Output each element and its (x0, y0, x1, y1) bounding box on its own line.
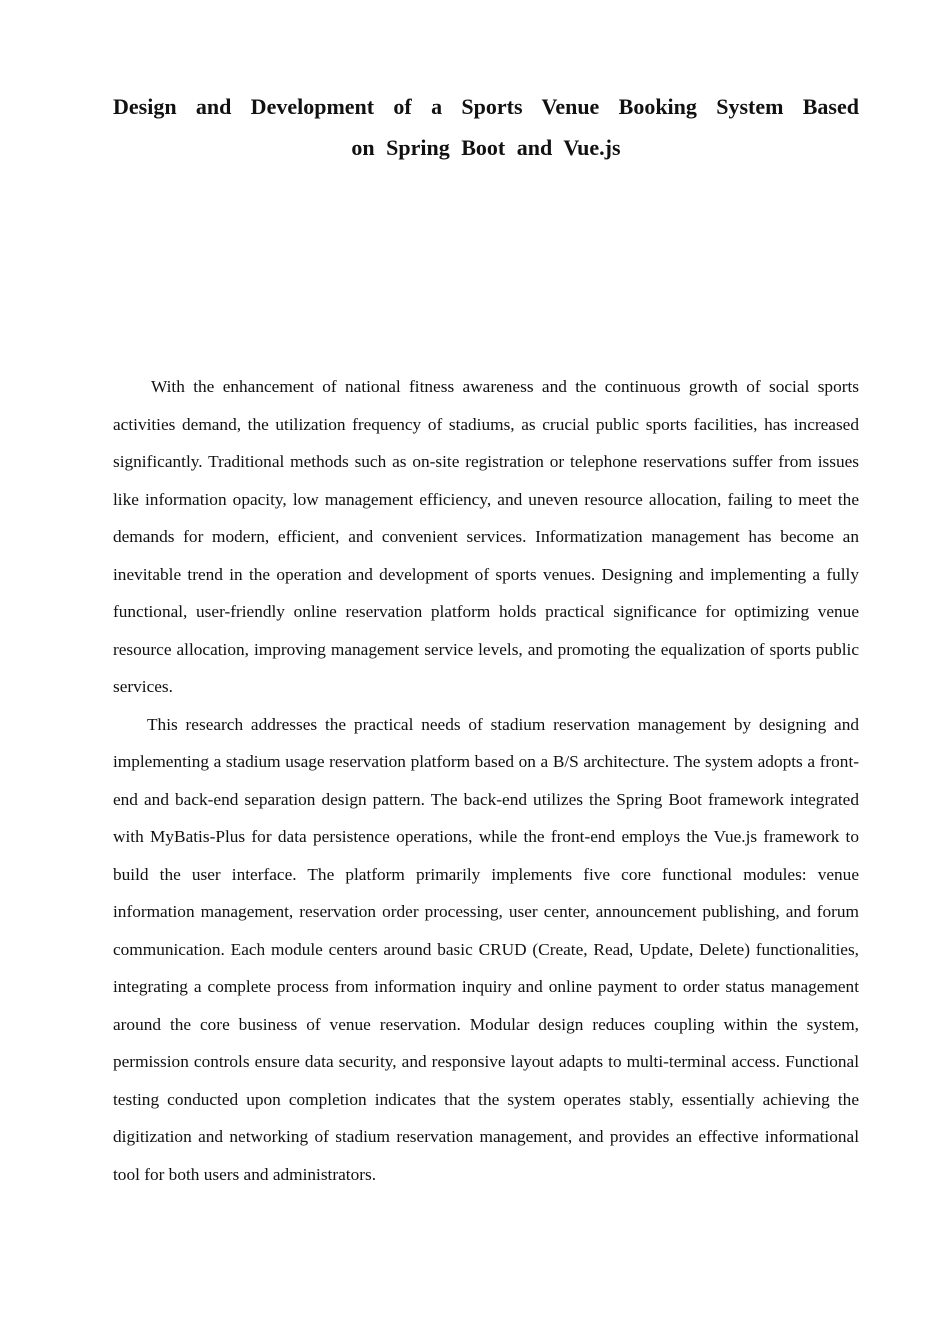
abstract-paragraph-1: With the enhancement of national fitness awareness and the continuous growth of social sports activities demand, the utilization frequency of stadiums, as crucial public sports facilities, has increased significantly. Traditional methods such as on-site registration or telephone reservations suffer from issues like information opacity, low management efficiency, and uneven resource allocation, failing to meet the demands for modern, efficient, and convenient services. Informatization management has become an inevitable trend in the operation and development of sports venues. Designing and implementing a fully functional, user-friendly online reservation platform holds practical significance for optimizing venue resource allocation, improving management service levels, and promoting the equalization of sports public services. (113, 377, 859, 696)
abstract-paragraph-2: This research addresses the practical needs of stadium reservation management by designing and implementing a stadium usage reservation platform based on a B/S architecture. The system adopts a front-end and back-end separation design pattern. The back-end utilizes the Spring Boot framework integrated with MyBatis-Plus for data persistence operations, while the front-end employs the Vue.js framework to build the user interface. The platform primarily implements five core functional modules: venue information management, reservation order processing, user center, announcement publishing, and forum communication. Each module centers around basic CRUD (Create, Read, Update, Delete) functionalities, integrating a complete process from information inquiry and online payment to order status management around the core business of venue reservation. Modular design reduces coupling within the system, permission controls ensure data security, and responsive layout adapts to multi-terminal access. Functional testing conducted upon completion indicates that the system operates stably, essentially achieving the digitization and networking of stadium reservation management, and provides an effective informational tool for both users and administrators. (113, 714, 859, 1184)
paper-title (113, 86, 859, 168)
abstract-body (113, 368, 859, 1193)
paper-title-line-2: on Spring Boot and Vue.js (351, 135, 621, 160)
paper-title-line-1: Design and Development of a Sports Venue Booking System Based (113, 94, 859, 119)
